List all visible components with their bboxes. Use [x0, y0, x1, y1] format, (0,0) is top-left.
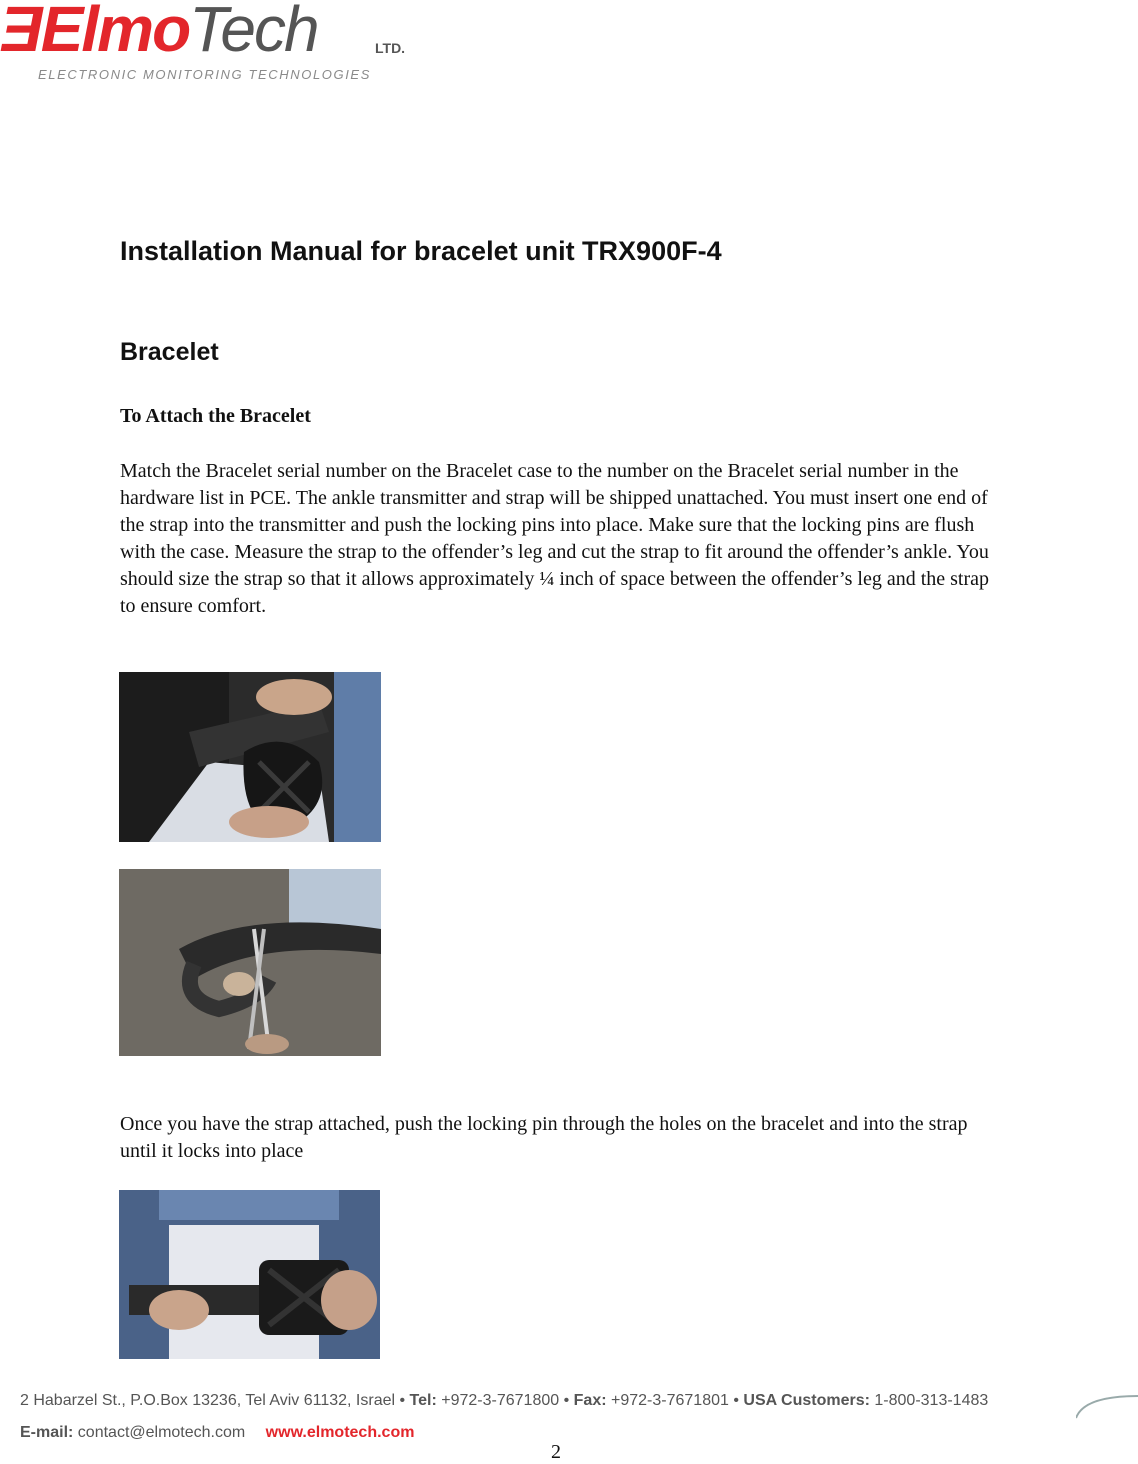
tel-number: +972-3-7671800 — [441, 1392, 560, 1409]
email-link[interactable]: contact@elmotech.com — [77, 1424, 246, 1441]
page-footer — [0, 1388, 1138, 1461]
locking-pin-paragraph: Once you have the strap attached, push the locking pin through the holes on the bracelet and into the strap until it locks into place — [120, 1113, 968, 1162]
tel-label: Tel: — [409, 1392, 437, 1409]
footer-swoosh-icon — [1076, 1392, 1138, 1422]
instructions-paragraph: Match the Bracelet serial number on the Bracelet case to the number on the Bracelet serial number in the hardware list in PCE. The ankle transmitter and strap will be shipped unattached. You must insert one end of the strap into the transmitter and push the locking pins into place. Make sure that the locking pins are flush with the case. Measure the strap to the offender’s leg and cut the strap to fit around the offender’s ankle. You should size the strap so that it allows approximately ¼ inch of space between the offender’s leg and the strap to ensure comfort. — [120, 460, 990, 617]
fax-number: +972-3-7671801 — [611, 1392, 729, 1409]
section-heading: Bracelet — [120, 338, 219, 366]
email-label: E-mail: — [20, 1424, 74, 1441]
usa-phone: 1-800-313-1483 — [874, 1392, 989, 1409]
footer-address-line: 2 Habarzel St., P.O.Box 13236, Tel Aviv 61132, Israel • Tel: +972-3-7671800 • Fax: +972-3-7671801 • USA Customers: 1-800-313-1483 — [20, 1392, 989, 1409]
subheading: To Attach the Bracelet — [120, 405, 311, 427]
logo-tagline: ELECTRONIC MONITORING TECHNOLOGIES — [38, 67, 371, 82]
logo-suffix: LTD. — [375, 40, 406, 56]
usa-label: USA Customers: — [743, 1392, 870, 1409]
footer-contact-line — [20, 1424, 414, 1442]
fax-label: Fax: — [573, 1392, 607, 1409]
website-link[interactable]: www.elmotech.com — [265, 1424, 415, 1441]
photo-bracelet-locked — [119, 1190, 380, 1359]
document-title: Installation Manual for bracelet unit TRX900F-4 — [120, 236, 722, 266]
address-text: 2 Habarzel St., P.O.Box 13236, Tel Aviv 61132, Israel — [20, 1392, 396, 1409]
company-logo — [0, 0, 420, 95]
page-number: 2 — [551, 1441, 561, 1463]
photo-cut-strap — [119, 869, 381, 1056]
logo-wordmark: ƎElmoTech — [0, 0, 318, 65]
photo-insert-strap — [119, 672, 381, 842]
